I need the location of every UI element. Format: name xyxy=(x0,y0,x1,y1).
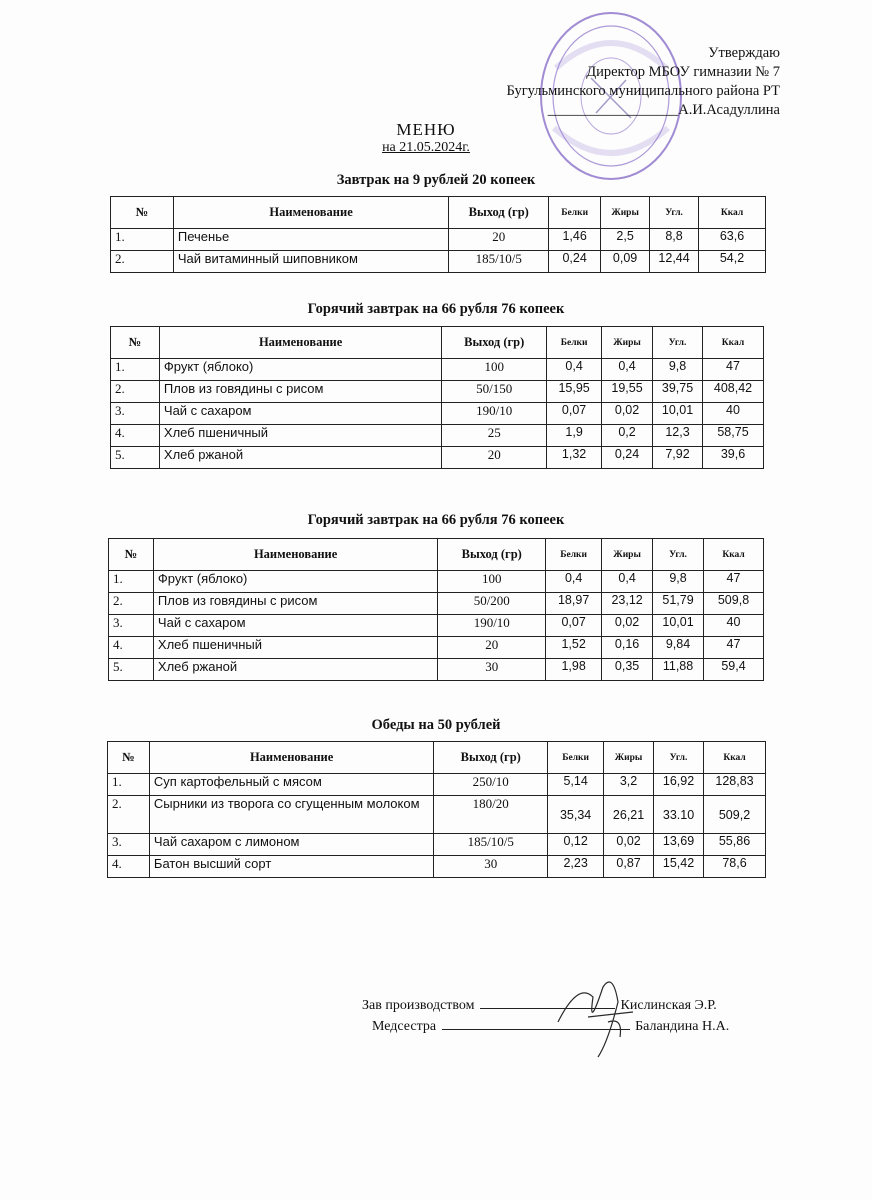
row-carbs: 39,75 xyxy=(653,381,703,403)
row-output: 100 xyxy=(442,359,547,381)
row-kcal: 509,8 xyxy=(704,593,764,615)
header-protein: Белки xyxy=(548,742,604,774)
row-fat: 0,87 xyxy=(604,856,654,878)
row-output: 185/10/5 xyxy=(449,251,549,273)
table-row xyxy=(109,571,764,593)
header-fat: Жиры xyxy=(604,742,654,774)
header-carbs: Угл. xyxy=(650,197,699,229)
row-output: 30 xyxy=(438,659,546,681)
header-no: № xyxy=(108,742,150,774)
header-name: Наименование xyxy=(173,197,448,229)
row-protein: 0,07 xyxy=(546,615,602,637)
row-protein: 1,32 xyxy=(547,447,602,469)
table-row xyxy=(108,834,766,856)
row-output: 25 xyxy=(442,425,547,447)
row-fat: 0,16 xyxy=(602,637,653,659)
row-kcal: 40 xyxy=(704,615,764,637)
row-carbs: 33.10 xyxy=(654,796,704,834)
approval-line-1: Утверждаю xyxy=(708,45,780,61)
row-protein: 0,12 xyxy=(548,834,604,856)
row-protein: 1,52 xyxy=(546,637,602,659)
row-carbs: 12,3 xyxy=(653,425,703,447)
approval-line-4: __________________А.И.Асадуллина xyxy=(547,102,780,118)
row-no: 2. xyxy=(108,796,150,834)
header-no: № xyxy=(111,197,174,229)
row-name: Плов из говядины с рисом xyxy=(159,381,441,403)
row-name: Чай с сахаром xyxy=(153,615,437,637)
row-output: 30 xyxy=(434,856,548,878)
row-protein: 0,4 xyxy=(547,359,602,381)
row-name: Хлеб ржаной xyxy=(153,659,437,681)
row-protein: 1,98 xyxy=(546,659,602,681)
row-fat: 0,35 xyxy=(602,659,653,681)
row-carbs: 10,01 xyxy=(653,615,704,637)
table-header xyxy=(111,197,766,229)
table-row xyxy=(111,229,766,251)
signature-line-nurse xyxy=(372,1017,729,1035)
header-protein: Белки xyxy=(546,539,602,571)
header-carbs: Угл. xyxy=(653,327,703,359)
row-carbs: 9,84 xyxy=(653,637,704,659)
row-fat: 0,4 xyxy=(602,571,653,593)
row-protein: 35,34 xyxy=(548,796,604,834)
row-kcal: 128,83 xyxy=(704,774,766,796)
table-row xyxy=(111,403,764,425)
header-name: Наименование xyxy=(159,327,441,359)
menu-table-3 xyxy=(108,538,764,681)
row-carbs: 9,8 xyxy=(653,359,703,381)
row-carbs: 16,92 xyxy=(654,774,704,796)
row-no: 4. xyxy=(108,856,150,878)
approval-line-3: Бугульминского муниципального района РТ xyxy=(506,83,780,99)
row-protein: 5,14 xyxy=(548,774,604,796)
row-fat: 0,4 xyxy=(602,359,653,381)
header-output: Выход (гр) xyxy=(438,539,546,571)
row-name: Чай с сахаром xyxy=(159,403,441,425)
row-fat: 23,12 xyxy=(602,593,653,615)
header-output: Выход (гр) xyxy=(442,327,547,359)
row-no: 2. xyxy=(111,381,160,403)
row-kcal: 39,6 xyxy=(703,447,764,469)
row-protein: 0,4 xyxy=(546,571,602,593)
table-row xyxy=(111,425,764,447)
table-row xyxy=(108,796,766,834)
section-title-1: Завтрак на 9 рублей 20 копеек xyxy=(336,172,536,188)
menu-date: на 21.05.2024г. xyxy=(382,140,470,155)
row-kcal: 78,6 xyxy=(704,856,766,878)
row-name: Чай витаминный шиповником xyxy=(173,251,448,273)
menu-table-4 xyxy=(107,741,766,878)
row-kcal: 54,2 xyxy=(699,251,766,273)
row-no: 5. xyxy=(109,659,154,681)
row-output: 50/200 xyxy=(438,593,546,615)
row-carbs: 10,01 xyxy=(653,403,703,425)
row-no: 3. xyxy=(108,834,150,856)
row-output: 50/150 xyxy=(442,381,547,403)
table-row xyxy=(108,774,766,796)
row-protein: 1,46 xyxy=(549,229,601,251)
row-name: Суп картофельный с мясом xyxy=(149,774,433,796)
header-name: Наименование xyxy=(153,539,437,571)
row-no: 5. xyxy=(111,447,160,469)
row-fat: 0,02 xyxy=(602,615,653,637)
row-name: Плов из говядины с рисом xyxy=(153,593,437,615)
row-protein: 0,07 xyxy=(547,403,602,425)
table-row xyxy=(109,593,764,615)
row-name: Печенье xyxy=(173,229,448,251)
header-kcal: Ккал xyxy=(699,197,766,229)
row-no: 3. xyxy=(109,615,154,637)
row-protein: 2,23 xyxy=(548,856,604,878)
table-row xyxy=(108,856,766,878)
table-header xyxy=(108,742,766,774)
row-no: 1. xyxy=(111,229,174,251)
row-no: 1. xyxy=(108,774,150,796)
row-fat: 0,2 xyxy=(602,425,653,447)
table-row xyxy=(111,381,764,403)
row-fat: 0,09 xyxy=(601,251,650,273)
row-output: 250/10 xyxy=(434,774,548,796)
row-no: 4. xyxy=(111,425,160,447)
row-no: 1. xyxy=(109,571,154,593)
row-kcal: 408,42 xyxy=(703,381,764,403)
row-fat: 3,2 xyxy=(604,774,654,796)
header-protein: Белки xyxy=(547,327,602,359)
section-title-3: Горячий завтрак на 66 рубля 76 копеек xyxy=(307,512,565,528)
header-kcal: Ккал xyxy=(704,539,764,571)
row-carbs: 15,42 xyxy=(654,856,704,878)
table-row xyxy=(109,659,764,681)
row-protein: 15,95 xyxy=(547,381,602,403)
row-kcal: 55,86 xyxy=(704,834,766,856)
row-kcal: 58,75 xyxy=(703,425,764,447)
signature-line-production xyxy=(362,996,717,1014)
header-no: № xyxy=(111,327,160,359)
row-kcal: 47 xyxy=(704,637,764,659)
row-no: 2. xyxy=(109,593,154,615)
header-carbs: Угл. xyxy=(653,539,704,571)
row-kcal: 509,2 xyxy=(704,796,766,834)
section-title-4: Обеды на 50 рублей xyxy=(371,717,501,733)
table-row xyxy=(111,251,766,273)
row-output: 190/10 xyxy=(442,403,547,425)
section-title-2: Горячий завтрак на 66 рубля 76 копеек xyxy=(307,301,565,317)
row-carbs: 8,8 xyxy=(650,229,699,251)
header-fat: Жиры xyxy=(601,197,650,229)
header-carbs: Угл. xyxy=(654,742,704,774)
row-carbs: 13,69 xyxy=(654,834,704,856)
row-output: 185/10/5 xyxy=(434,834,548,856)
row-kcal: 40 xyxy=(703,403,764,425)
header-output: Выход (гр) xyxy=(449,197,549,229)
table-row xyxy=(111,447,764,469)
row-kcal: 63,6 xyxy=(699,229,766,251)
row-protein: 18,97 xyxy=(546,593,602,615)
row-no: 2. xyxy=(111,251,174,273)
row-kcal: 47 xyxy=(703,359,764,381)
row-fat: 19,55 xyxy=(602,381,653,403)
row-output: 190/10 xyxy=(438,615,546,637)
row-kcal: 47 xyxy=(704,571,764,593)
title-block xyxy=(0,120,872,156)
row-name: Фрукт (яблоко) xyxy=(153,571,437,593)
row-protein: 0,24 xyxy=(549,251,601,273)
row-output: 20 xyxy=(442,447,547,469)
row-output: 100 xyxy=(438,571,546,593)
page-title: МЕНЮ xyxy=(396,120,456,139)
signature-role: Медсестра xyxy=(372,1019,437,1034)
row-name: Чай сахаром с лимоном xyxy=(149,834,433,856)
header-name: Наименование xyxy=(149,742,433,774)
row-carbs: 51,79 xyxy=(653,593,704,615)
row-name: Хлеб пшеничный xyxy=(159,425,441,447)
signature-person: Баландина Н.А. xyxy=(635,1019,730,1034)
row-name: Хлеб ржаной xyxy=(159,447,441,469)
header-kcal: Ккал xyxy=(703,327,764,359)
header-fat: Жиры xyxy=(602,539,653,571)
signature-underline xyxy=(480,996,615,1009)
header-output: Выход (гр) xyxy=(434,742,548,774)
row-output: 20 xyxy=(438,637,546,659)
row-fat: 0,02 xyxy=(602,403,653,425)
header-kcal: Ккал xyxy=(704,742,766,774)
menu-table-1 xyxy=(110,196,766,273)
header-fat: Жиры xyxy=(602,327,653,359)
row-fat: 0,02 xyxy=(604,834,654,856)
row-carbs: 12,44 xyxy=(650,251,699,273)
row-fat: 2,5 xyxy=(601,229,650,251)
row-name: Хлеб пшеничный xyxy=(153,637,437,659)
row-carbs: 7,92 xyxy=(653,447,703,469)
row-protein: 1,9 xyxy=(547,425,602,447)
table-row xyxy=(109,637,764,659)
row-fat: 0,24 xyxy=(602,447,653,469)
row-carbs: 9,8 xyxy=(653,571,704,593)
signature-underline xyxy=(442,1017,630,1030)
table-row xyxy=(109,615,764,637)
row-name: Фрукт (яблоко) xyxy=(159,359,441,381)
signature-role: Зав производством xyxy=(362,998,475,1013)
row-carbs: 11,88 xyxy=(653,659,704,681)
table-row xyxy=(111,359,764,381)
approval-line-2: Директор МБОУ гимназии № 7 xyxy=(586,64,780,80)
row-output: 20 xyxy=(449,229,549,251)
row-no: 1. xyxy=(111,359,160,381)
row-name: Сырники из творога со сгущенным молоком xyxy=(149,796,433,834)
row-output: 180/20 xyxy=(434,796,548,834)
signature-person: Кислинская Э.Р. xyxy=(620,998,717,1013)
row-no: 3. xyxy=(111,403,160,425)
row-fat: 26,21 xyxy=(604,796,654,834)
row-name: Батон высший сорт xyxy=(149,856,433,878)
row-no: 4. xyxy=(109,637,154,659)
row-kcal: 59,4 xyxy=(704,659,764,681)
table-header xyxy=(111,327,764,359)
menu-table-2 xyxy=(110,326,764,469)
approval-block xyxy=(507,44,781,120)
header-no: № xyxy=(109,539,154,571)
header-protein: Белки xyxy=(549,197,601,229)
table-header xyxy=(109,539,764,571)
